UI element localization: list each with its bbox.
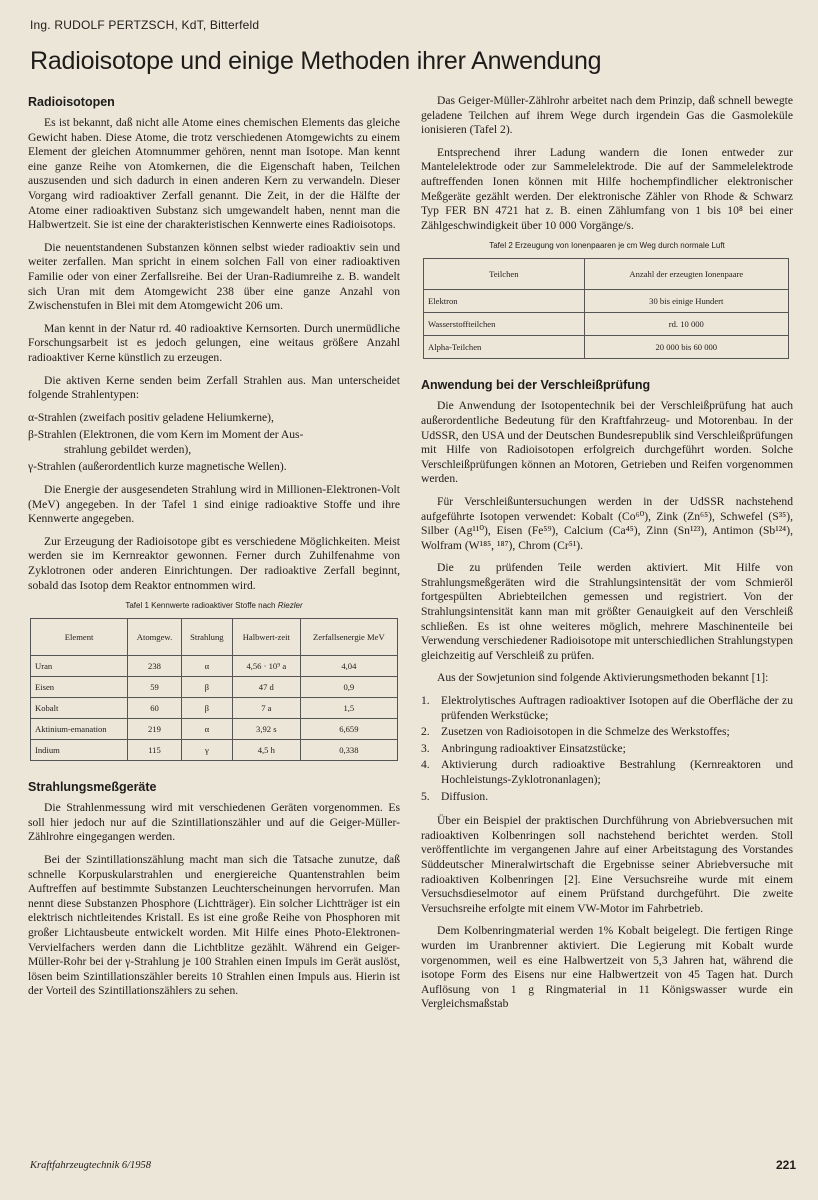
author-line: Ing. RUDOLF PERTZSCH, KdT, Bitterfeld [30, 18, 260, 32]
table-cell: 0,9 [300, 677, 397, 698]
table-row [31, 719, 398, 740]
table-cell: β [181, 677, 232, 698]
paragraph: Das Geiger-Müller-Zählrohr arbeitet nach dem Prinzip, daß schnell bewegte geladene Teilchen auf ihrem Wege durch irgendein Gas die Gasmoleküle ionisieren (Tafel 2). [421, 94, 793, 137]
list-number: 5. [421, 789, 430, 803]
table-cell: Alpha-Teilchen [424, 336, 585, 359]
table-cell: rd. 10 000 [584, 313, 788, 336]
table-cell: α [181, 656, 232, 677]
paragraph: Aus der Sowjetunion sind folgende Aktivierungsmethoden bekannt [1]: [437, 671, 769, 685]
table-cell: 30 bis einige Hundert [584, 290, 788, 313]
table-cell: α [181, 719, 232, 740]
list-item [421, 694, 793, 723]
table-cell: 7 a [232, 698, 300, 719]
journal-footer: Kraftfahrzeugtechnik 6/1958 [30, 1160, 152, 1171]
paragraph: Dem Kolbenringmaterial werden 1% Kobalt beigelegt. Die fertigen Ringe wurden im Uranbrenner aktiviert. Die Legierung mit Kobalt wurde vorgenommen, weil es eine Halbwertzeit von 5,3 Jahren hat, während die isotope Form des Eisens nur eine Halbwertzeit von 45 Tagen hat. Durch Auflösung von 1 g Ringmaterial in 11 Königswasser wurde ein Vergleichsmaßstab [421, 924, 793, 1011]
table2-header: Anzahl der erzeugten Ionenpaare [584, 259, 788, 290]
list-text: Elektrolytisches Auftragen radioaktiver Isotopen auf die Oberfläche der zu prüfenden Werkstücke; [441, 694, 793, 722]
list-item [421, 742, 793, 757]
table-cell: 238 [128, 656, 182, 677]
paragraph: Die zu prüfenden Teile werden aktiviert. Mit Hilfe von Strahlungsmeßgeräten wird die Strahlungsintensität der vom Schmieröl fortgespülten Abriebteilchen gemessen und registriert. Von der Strahlungsintensität kann man mit größter Genauigkeit auf den Verschleiß schließen. Es ist ohne weiteres möglich, mehrere Maschinenteile bei Verwendung verschiedener Radioisotope mit unterschiedlichen Strahlungstypen gleichzeitig auf Verschleiß zu prüfen. [421, 561, 793, 662]
list-text: Zusetzen von Radioisotopen in die Schmelze des Werkstoffes; [441, 725, 730, 739]
table-row [31, 740, 398, 761]
table-cell: 0,338 [300, 740, 397, 761]
list-number: 3. [421, 741, 430, 755]
table1-header: Halbwert-zeit [232, 619, 300, 656]
section-heading-radioisotopen: Radioisotopen [28, 95, 115, 109]
section-heading-strahlungsmessgeraete: Strahlungsmeßgeräte [28, 780, 157, 795]
table-row [31, 677, 398, 698]
table2-caption: Tafel 2 Erzeugung von Ionenpaaren je cm Weg durch normale Luft [489, 241, 725, 251]
table-row [31, 656, 398, 677]
table1-header: Strahlung [181, 619, 232, 656]
table1-caption [28, 601, 400, 610]
table1-header: Atomgew. [128, 619, 182, 656]
table-cell: Eisen [31, 677, 128, 698]
ray-type-list [28, 411, 400, 475]
table-cell: 219 [128, 719, 182, 740]
list-number: 2. [421, 725, 430, 739]
table2-header-row [424, 259, 789, 290]
table1-header: Zerfallsenergie MeV [300, 619, 397, 656]
table-cell: Elektron [424, 290, 585, 313]
paragraph: Zur Erzeugung der Radioisotope gibt es verschiedene Möglichkeiten. Meist werden sie im Kernreaktor gewonnen. Ferner durch Zuhilfenahme von Zyklotronen oder anderen Einrichtungen. Der radioaktive Zerfall beginnt, sobald das Isotop dem Reaktor entnommen wird. [28, 534, 400, 592]
ray-beta [28, 428, 400, 457]
paragraph: Die aktiven Kerne senden beim Zerfall Strahlen aus. Man unterscheidet folgende Strahlentypen: [28, 373, 400, 402]
paragraph: Für Verschleißuntersuchungen werden in der UdSSR nachstehend aufgeführte Isotopen verwendet: Kobalt (Co⁶⁰), Zink (Zn⁶⁵), Schwefel (S³⁵), Silber (Ag¹¹⁰), Eisen (Fe⁵⁹), Calcium (Ca⁴⁵), Zinn (Sn¹²³), Antimon (Sb¹²⁴), Wolfram (W¹⁸⁵, ¹⁸⁷), Chrom (Cr⁵¹). [421, 494, 793, 552]
paragraph: Die Strahlenmessung wird mit verschiedenen Geräten vorgenommen. Es soll hier jedoch nur auf die Szintillationszähler und auf die Geiger-Müller-Zählrohre eingegangen werden. [28, 801, 400, 844]
table2-header: Teilchen [424, 259, 585, 290]
table2 [423, 258, 789, 359]
left-column [28, 94, 400, 1007]
table1-caption-text: Tafel 1 Kennwerte radioaktiver Stoffe nach [125, 601, 276, 611]
table-row [424, 290, 789, 313]
table-cell: β [181, 698, 232, 719]
table-cell: Wasserstoffteilchen [424, 313, 585, 336]
table-cell: Indium [31, 740, 128, 761]
paragraph: Über ein Beispiel der praktischen Durchführung von Abriebversuchen mit radioaktiven Kolbenringen soll nachstehend berichtet werden. Stoll veröffentlichte im vergangenen Jahre auf einer Arbeitstagung des Vorstandes Süddeutscher Mineralwirtschaft die Ergebnisse seiner Abriebversuche mit radioaktiven Kolbenringen [2]. Eine Versuchsreihe wurde mit einem Versuchsdieselmotor auf einem Prüfstand durchgeführt. Die zweite Versuchsreihe erfolgte mit einem VW-Motor im Fahrbetrieb. [421, 814, 793, 915]
article-title: Radioisotope und einige Methoden ihrer Anwendung [30, 47, 602, 75]
table-cell: 60 [128, 698, 182, 719]
table-cell: Uran [31, 656, 128, 677]
paragraph: Die neuentstandenen Substanzen können selbst wieder radioaktiv sein und weiter zerfallen. Man spricht in einem solchen Fall von einer radioaktiven Familie oder von einer Zerfallsreihe. Bei der Uran-Radiumreihe z. B. wandelt sich Uran mit dem Atomgewicht 238 über eine ganze Anzahl von Zwischenstufen in Blei mit dem Atomgewicht 206 um. [28, 240, 400, 313]
activation-methods-list [421, 694, 793, 804]
list-text: Anbringung radioaktiver Einsatzstücke; [441, 741, 626, 755]
table1-header: Element [31, 619, 128, 656]
list-item [421, 758, 793, 787]
table-cell: 3,92 s [232, 719, 300, 740]
table-cell: 47 d [232, 677, 300, 698]
table-cell: Aktinium-emanation [31, 719, 128, 740]
table-cell: 4,04 [300, 656, 397, 677]
list-text: Diffusion. [441, 789, 489, 803]
list-number: 1. [421, 694, 430, 708]
paragraph: Man kennt in der Natur rd. 40 radioaktive Kernsorten. Durch unermüdliche Forschungsarbeit ist es jedoch gelungen, eine weitaus größere Anzahl radioaktiver Kerne künstlich zu erzeugen. [28, 321, 400, 364]
section-heading-verschleisspruefung: Anwendung bei der Verschleißprüfung [421, 378, 651, 393]
table-row [424, 313, 789, 336]
table-cell: 4,56 · 10⁹ a [232, 656, 300, 677]
table-cell: 20 000 bis 60 000 [584, 336, 788, 359]
paragraph: Entsprechend ihrer Ladung wandern die Ionen entweder zur Mantelelektrode oder zur Sammelelektrode. Die auf der Sammelelektrode auftreffenden Ionen können mit Hilfe hochempfindlicher elektronischer Meßgeräte gezählt werden. Der elektronische Zähler von Rhode & Schwarz Typ FER BN 4721 hat z. B. einen Zählumfang von 1 bis 10⁸ bei einer Zählgeschwindigkeit über 10 000 Vorgänge/s. [421, 145, 793, 232]
table-cell: γ [181, 740, 232, 761]
table1-header-row [31, 619, 398, 656]
table-cell: 1,5 [300, 698, 397, 719]
right-column [421, 94, 793, 1020]
table-cell: 59 [128, 677, 182, 698]
list-number: 4. [421, 758, 430, 772]
table-cell: 4,5 h [232, 740, 300, 761]
table1 [30, 618, 398, 761]
paragraph: Die Anwendung der Isotopentechnik bei der Verschleißprüfung hat auch außerordentliche Bedeutung für den Kraftfahrzeug- und Motorenbau. In der UdSSR, den USA und der Deutschen Bundesrepublik sind Verschleißprüfungen mit Hilfe von Radioisotopen erfolgreich durchgeführt worden. Solche Verschleißprüfungen können an Motoren, Getrieben und Reifen vorgenommen werden. [421, 399, 793, 486]
list-text: Aktivierung durch radioaktive Bestrahlung (Kernreaktoren und Hochleistungs-Zyklotronanlagen); [441, 758, 793, 786]
paragraph: Bei der Szintillationszählung macht man sich die Tatsache zunutze, daß schnelle Korpuskularstrahlen und energiereiche Quantenstrahlen beim Auftreffen auf bestimmte Substanzen Leuchterscheinungen hervorrufen. Man nennt diese Substanzen Phosphore (Lichtträger). Ein solcher Lichtträger ist ein elektrisch nichtleitendes Kristall. Es ist eine große Reihe von Phosphoren mit großer Lichtausbeute entwickelt worden. Mit Hilfe eines Photo-Elektronen-Vervielfachers werden dann die Lichtblitze gezählt. Während ein Geiger-Müller-Rohr bei der γ-Strahlung je 100 Strahlen einen Impuls im Gerät auslöst, lösen beim Szintillationszähler bereits 10 Strahlen einen Impuls aus. Hierin ist der Vorteil des Szintillationszählers zu sehen. [28, 853, 400, 998]
table1-caption-author: Riezler [277, 601, 303, 611]
page-number: 221 [776, 1158, 797, 1172]
table-cell: 115 [128, 740, 182, 761]
table-row [424, 336, 789, 359]
ray-beta-line2: strahlung gebildet werden), [64, 442, 192, 456]
table-cell: 6,659 [300, 719, 397, 740]
paragraph: Es ist bekannt, daß nicht alle Atome eines chemischen Elements das gleiche Gewicht haben. Diese Atome, die trotz verschiedenen Atomgewichts zu einem Element der gleichen Atomnummer gehören, nennt man Isotope. Man kennt eine ganze Reihe von Atomkernen, die die Eigenschaft haben, Teilchen auszusenden und sich dadurch in einen anderen Kern zu verwandeln. Dieser Vorgang wird radioaktiver Zerfall genannt. Die Zeit, in der die Hälfte der Atome einer radioaktiven Substanz sich umgewandelt haben, nennt man die Halbwertzeit. Sie ist eine der charakteristischen Kennwerte eines Radioisotops. [28, 116, 400, 232]
ray-alpha: α-Strahlen (zweifach positiv geladene Heliumkerne), [28, 410, 274, 424]
table-cell: Kobalt [31, 698, 128, 719]
list-item [421, 725, 793, 740]
ray-beta-line1: β-Strahlen (Elektronen, die vom Kern im Moment der Aus- [28, 428, 304, 442]
ray-gamma: γ-Strahlen (außerordentlich kurze magnetische Wellen). [28, 460, 287, 474]
table-row [31, 698, 398, 719]
paragraph: Die Energie der ausgesendeten Strahlung wird in Millionen-Elektronen-Volt (MeV) angegeben. In der Tafel 1 sind einige radioaktive Stoffe und ihre Kennwerte angegeben. [28, 483, 400, 526]
list-item [421, 790, 793, 805]
